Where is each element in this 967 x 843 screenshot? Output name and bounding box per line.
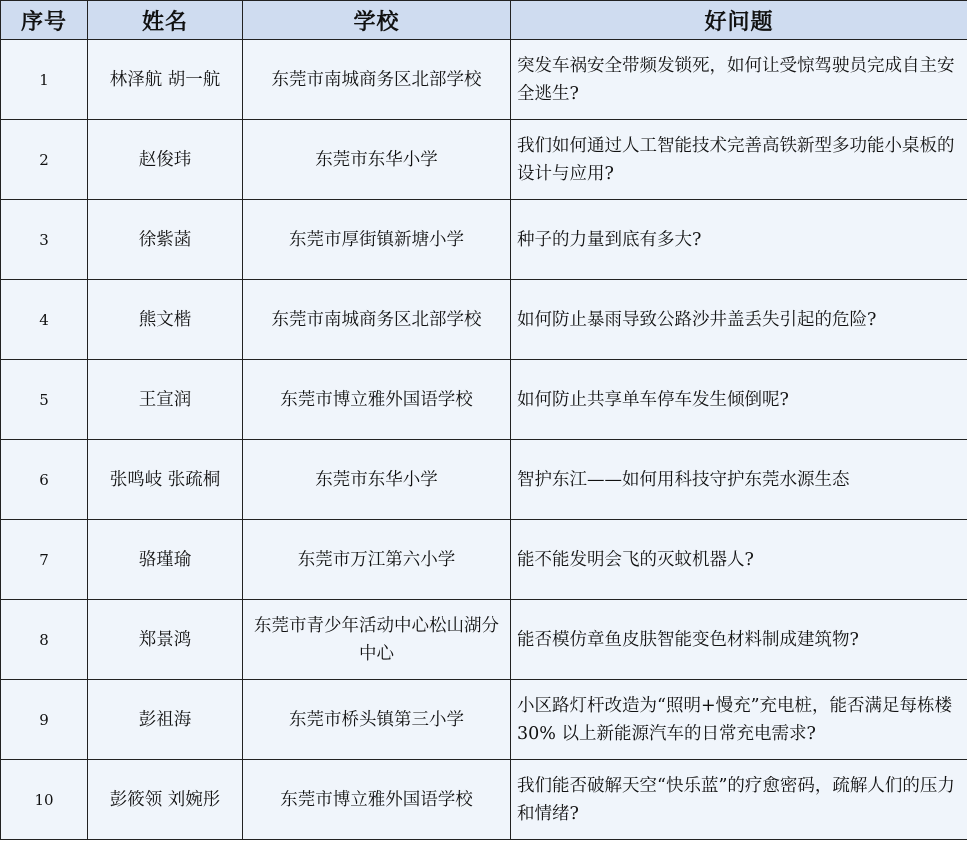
row-question: 能否模仿章鱼皮肤智能变色材料制成建筑物? [511, 600, 967, 680]
table-row [1, 440, 967, 520]
row-number: 9 [1, 680, 88, 760]
row-question: 小区路灯杆改造为“照明+慢充”充电桩，能否满足每栋楼 30% 以上新能源汽车的日常充电需求? [511, 680, 967, 760]
table-row [1, 360, 967, 440]
row-school: 东莞市青少年活动中心松山湖分中心 [243, 600, 511, 680]
row-number: 3 [1, 200, 88, 280]
row-question: 如何防止暴雨导致公路沙井盖丢失引起的危险? [511, 280, 967, 360]
row-question: 我们如何通过人工智能技术完善高铁新型多功能小桌板的设计与应用? [511, 120, 967, 200]
row-name: 王宣润 [88, 360, 243, 440]
row-question: 能不能发明会飞的灭蚊机器人? [511, 520, 967, 600]
row-number: 10 [1, 760, 88, 840]
row-number: 5 [1, 360, 88, 440]
row-question: 突发车祸安全带频发锁死，如何让受惊驾驶员完成自主安全逃生? [511, 40, 967, 120]
header-row [1, 1, 967, 40]
table-row [1, 200, 967, 280]
header-number: 序号 [1, 1, 88, 40]
row-number: 4 [1, 280, 88, 360]
row-name: 彭祖海 [88, 680, 243, 760]
table-row [1, 120, 967, 200]
row-school: 东莞市南城商务区北部学校 [243, 40, 511, 120]
row-question: 如何防止共享单车停车发生倾倒呢? [511, 360, 967, 440]
row-school: 东莞市南城商务区北部学校 [243, 280, 511, 360]
row-name: 张鸣岐 张疏桐 [88, 440, 243, 520]
table-row [1, 680, 967, 760]
row-school: 东莞市桥头镇第三小学 [243, 680, 511, 760]
row-name: 骆瑾瑜 [88, 520, 243, 600]
row-name: 郑景鸿 [88, 600, 243, 680]
row-question: 智护东江——如何用科技守护东莞水源生态 [511, 440, 967, 520]
row-number: 1 [1, 40, 88, 120]
table-header [1, 1, 967, 40]
table-row [1, 760, 967, 840]
row-number: 2 [1, 120, 88, 200]
row-name: 赵俊玮 [88, 120, 243, 200]
row-number: 7 [1, 520, 88, 600]
table-row [1, 280, 967, 360]
row-number: 6 [1, 440, 88, 520]
row-name: 熊文楷 [88, 280, 243, 360]
table-row [1, 40, 967, 120]
row-name: 林泽航 胡一航 [88, 40, 243, 120]
row-question: 我们能否破解天空“快乐蓝”的疗愈密码，疏解人们的压力和情绪? [511, 760, 967, 840]
row-school: 东莞市厚街镇新塘小学 [243, 200, 511, 280]
row-school: 东莞市万江第六小学 [243, 520, 511, 600]
header-question: 好问题 [511, 1, 967, 40]
row-school: 东莞市东华小学 [243, 440, 511, 520]
table-row [1, 520, 967, 600]
row-number: 8 [1, 600, 88, 680]
header-name: 姓名 [88, 1, 243, 40]
row-school: 东莞市博立雅外国语学校 [243, 760, 511, 840]
table-body [1, 40, 967, 840]
row-name: 彭筱领 刘婉彤 [88, 760, 243, 840]
row-question: 种子的力量到底有多大? [511, 200, 967, 280]
table-row [1, 600, 967, 680]
row-name: 徐紫菡 [88, 200, 243, 280]
row-school: 东莞市东华小学 [243, 120, 511, 200]
header-school: 学校 [243, 1, 511, 40]
row-school: 东莞市博立雅外国语学校 [243, 360, 511, 440]
